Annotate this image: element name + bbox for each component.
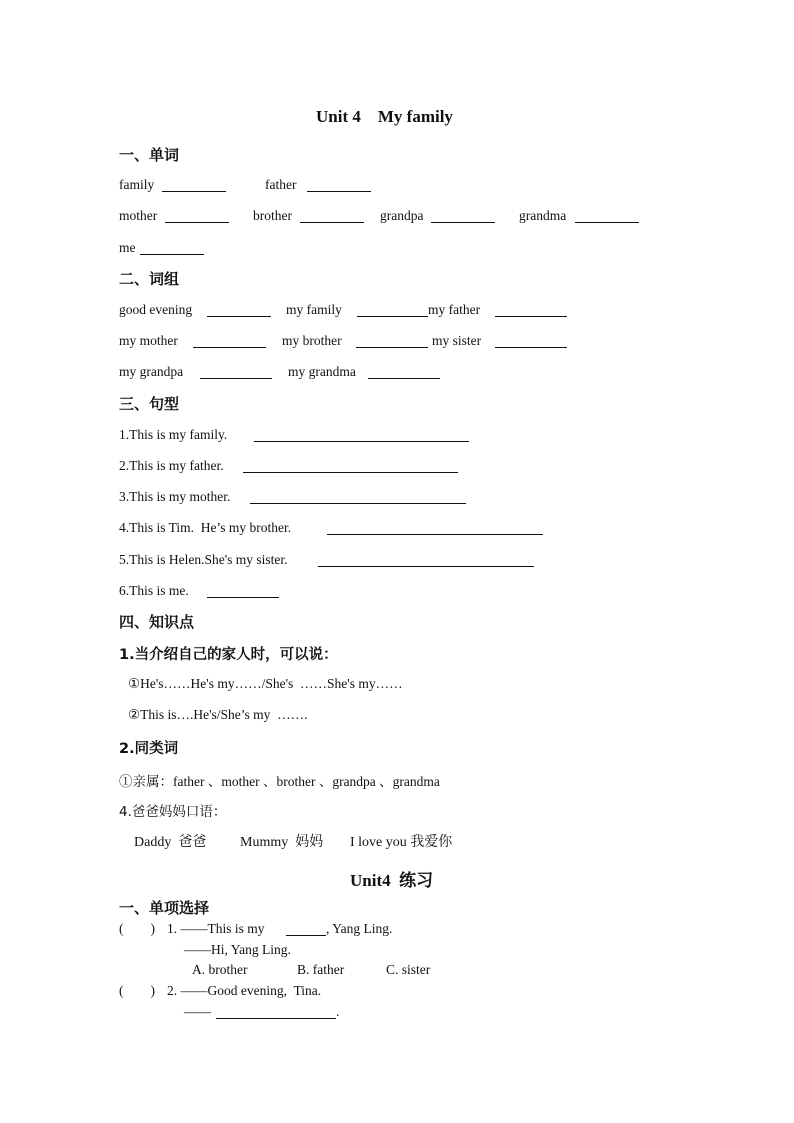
answer-blank[interactable] [250,503,466,504]
sentence-label: 3.This is my mother. [119,489,231,504]
answer-blank[interactable] [495,347,567,348]
phrase-label: good evening [119,302,193,317]
word-label: mother [119,208,158,223]
exercise-title: Unit4 练习 [350,871,434,890]
phrase-label: my sister [432,333,482,348]
q1-option-b[interactable]: B. father [297,962,345,977]
page-title: Unit 4 My family [316,107,453,126]
section-heading-knowledge: 四、知识点 [119,613,195,631]
oral-daddy: Daddy 爸爸 [134,835,207,850]
q2-period: . [336,1004,340,1019]
sentence-label: 6.This is me. [119,583,189,598]
phrase-label: my family [286,302,342,317]
word-label: grandpa [380,208,424,223]
answer-blank[interactable] [286,935,326,936]
word-label: father [265,177,297,192]
answer-blank[interactable] [165,222,229,223]
section-heading-words: 一、单词 [119,146,180,164]
exercise-heading: 一、单项选择 [119,899,210,917]
sentence-label: 1.This is my family. [119,427,228,442]
point-1-line-a: ①He's……He's my……/She's ……She's my…… [128,676,403,691]
answer-blank[interactable] [207,597,279,598]
word-label: family [119,177,155,192]
word-label: brother [253,208,292,223]
point-1-title: 1.当介绍自己的家人时，可以说： [119,647,338,663]
oral-i-love-you: I love you 我爱你 [350,835,453,850]
q1-option-a[interactable]: A. brother [192,962,248,977]
answer-blank[interactable] [193,347,266,348]
point-2-line-a: ①亲属：father 、mother 、brother 、grandpa 、grandma [119,774,440,789]
answer-blank[interactable] [254,441,469,442]
answer-blank[interactable] [140,254,204,255]
phrase-label: my brother [282,333,342,348]
phrase-label: my father [428,302,481,317]
answer-blank[interactable] [327,534,543,535]
q1-response: ——Hi, Yang Ling. [184,942,291,957]
phrase-label: my grandma [288,364,356,379]
answer-blank[interactable] [575,222,639,223]
answer-blank[interactable] [431,222,495,223]
oral-mummy: Mummy 妈妈 [240,835,324,850]
sentence-label: 2.This is my father. [119,458,224,473]
point-2-title: 2.同类词 [119,741,179,757]
phrase-label: my mother [119,333,178,348]
q2-dash: —— [184,1004,211,1019]
answer-paren[interactable]: ( ) [119,921,155,936]
answer-blank[interactable] [243,472,458,473]
answer-blank[interactable] [200,378,272,379]
answer-blank[interactable] [357,316,428,317]
answer-blank[interactable] [162,191,226,192]
phrase-label: my grandpa [119,364,184,379]
answer-blank[interactable] [356,347,428,348]
answer-blank[interactable] [318,566,534,567]
q1-option-c[interactable]: C. sister [386,962,431,977]
answer-blank[interactable] [368,378,440,379]
sentence-label: 4.This is Tim. He’s my brother. [119,520,292,535]
section-heading-phrases: 二、词组 [119,270,180,288]
point-4-title: 4.爸爸妈妈口语： [119,804,227,820]
answer-paren[interactable]: ( ) [119,983,155,998]
word-label: me [119,240,136,255]
answer-blank[interactable] [307,191,371,192]
q1-prompt-end: , Yang Ling. [326,921,393,936]
q2-prompt: 2. ——Good evening, Tina. [167,983,322,998]
answer-blank[interactable] [300,222,364,223]
q1-prompt: 1. ——This is my [167,921,268,936]
section-heading-sentences: 三、句型 [119,395,180,413]
answer-blank[interactable] [216,1018,336,1019]
answer-blank[interactable] [495,316,567,317]
answer-blank[interactable] [207,316,271,317]
word-label: grandma [519,208,567,223]
sentence-label: 5.This is Helen.She's my sister. [119,552,288,567]
point-1-line-b: ②This is….He's/She’s my ……. [128,707,308,722]
